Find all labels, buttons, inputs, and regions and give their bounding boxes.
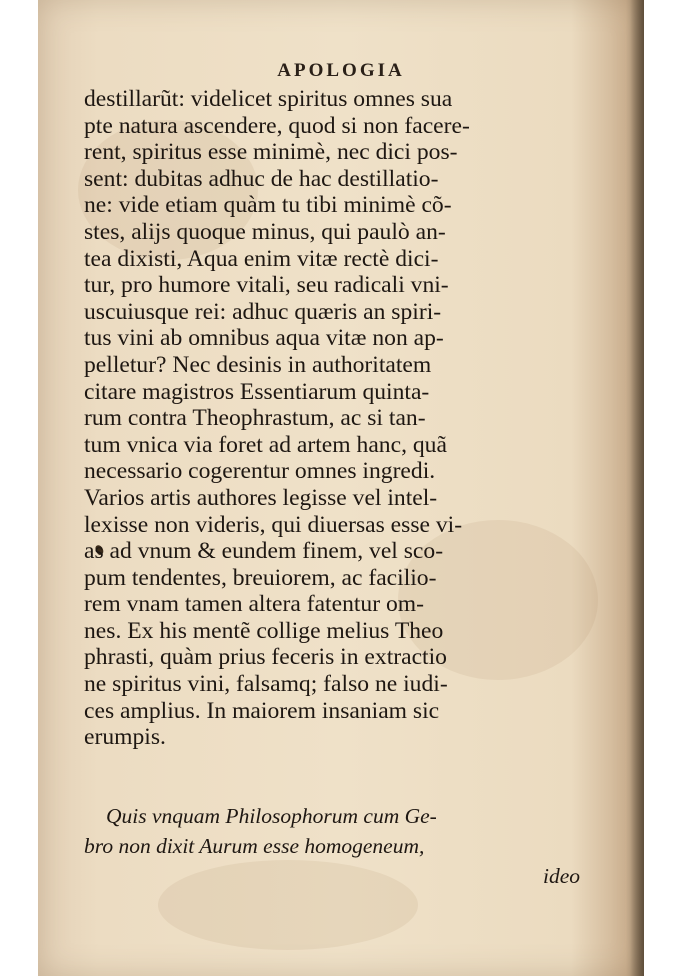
text-line: rum contra Theophrastum, ac si tan-: [84, 405, 426, 432]
quotation: [84, 801, 604, 891]
text-line: pelletur? Nec desinis in authoritatem: [84, 351, 432, 378]
text-line: tus vini ab omnibus aqua vitæ non ap-: [84, 325, 444, 352]
text-line: ne: vide etiam quàm tu tibi minimè cõ-: [84, 192, 452, 219]
text-line: stes, alijs quoque minus, qui paulò an-: [84, 218, 446, 245]
text-line: tum vnica via foret ad artem hanc, quã: [84, 431, 447, 458]
catchword: ideo: [542, 864, 580, 888]
text-line: erumpis.: [84, 724, 166, 751]
text-line: destillarũt: videlicet spiritus omnes sua: [84, 86, 453, 112]
text-line: ces amplius. In maiorem insaniam sic: [84, 697, 440, 724]
body-text: [84, 86, 604, 751]
text-line: tur, pro humore vitali, seu radicali vni-: [84, 272, 449, 299]
running-title: APOLOGIA: [277, 60, 405, 81]
text-line: ne spiritus vini, falsamq; falso ne iudi-: [84, 671, 448, 698]
text-line: rent, spiritus esse minimè, nec dici pos-: [84, 139, 458, 166]
text-line: as ad vnum & eundem finem, vel sco-: [84, 538, 444, 565]
text-line: necessario cogerentur omnes ingredi.: [84, 458, 436, 485]
quote-line: bro non dixit Aurum esse homogeneum,: [84, 834, 425, 858]
text-line: sent: dubitas adhuc de hac destillatio-: [84, 165, 439, 192]
text-line: pum tendentes, breuiorem, ac facilio-: [84, 564, 437, 591]
text-line: lexisse non videris, qui diuersas esse vi-: [84, 511, 463, 538]
text-line: rem vnam tamen altera fatentur om-: [84, 591, 424, 618]
text-line: Varios artis authores legisse vel intel-: [84, 484, 438, 511]
text-line: uscuiusque rei: adhuc quæris an spiri-: [84, 298, 442, 325]
quote-line: Quis vnquam Philosophorum cum Ge-: [106, 804, 437, 828]
text-line: pte natura ascendere, quod si non facere-: [84, 112, 470, 139]
text-line: citare magistros Essentiarum quinta-: [84, 378, 430, 405]
page-spine-shadow: [630, 0, 644, 976]
text-line: phrasti, quàm prius feceris in extractio: [84, 644, 447, 671]
text-line: nes. Ex his mentẽ collige melius Theo: [84, 617, 444, 644]
text-line: tea dixisti, Aqua enim vitæ rectè dici-: [84, 245, 439, 272]
